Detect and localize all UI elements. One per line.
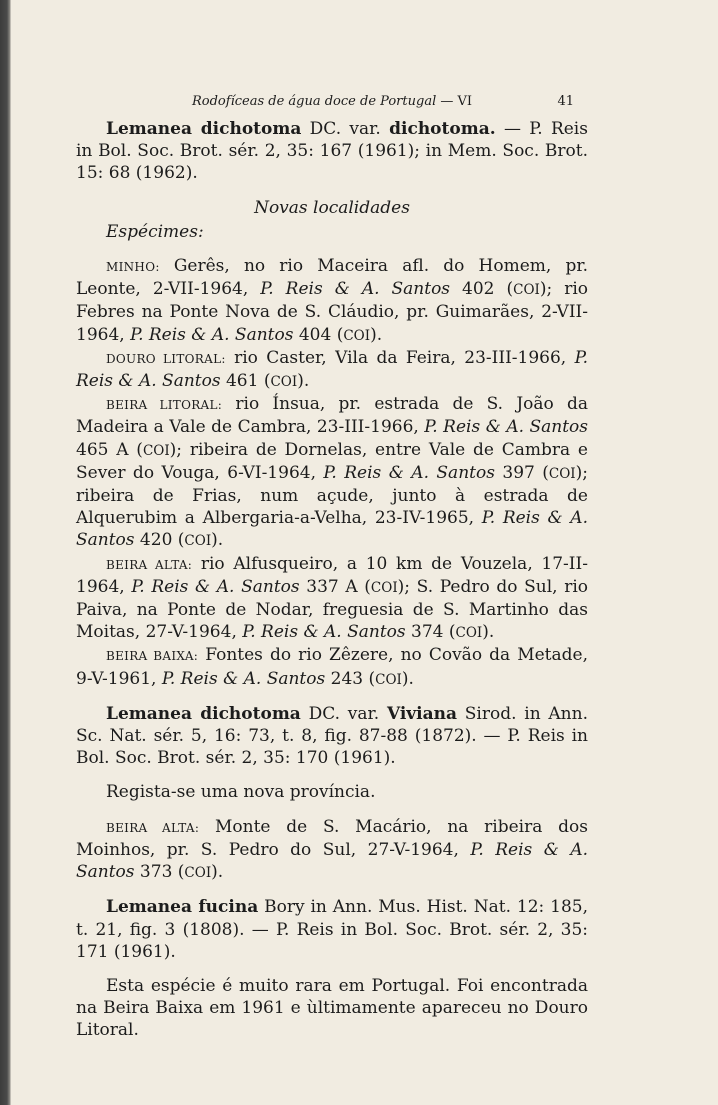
note-especie-rara: Esta espécie é muito rara em Portugal. Foi encontrada na Beira Baixa em 1961 e ùltimamente apareceu no Douro Litoral. [76,975,588,1041]
running-head-title: Rodofíceas de água doce de Portugal — VI [192,94,473,109]
locality-beira-alta-viviana: BEIRA ALTA: Monte de S. Macário, na ribeira dos Moinhos, pr. S. Pedro do Sul, 27-V-1964, P. Reis & A. Santos 373 (COI). [76,816,588,883]
species-entry-lemanea-fucina: Lemanea fucina Bory in Ann. Mus. Hist. Nat. 12: 185, t. 21, fig. 3 (1808). — P. Reis in Bol. Soc. Brot. sér. 2, 35: 171 (1961). [76,897,588,962]
locality-minho: MINHO: Gerês, no rio Maceira afl. do Homem, pr. Leonte, 2-VII-1964, P. Reis & A. Santos 402 (COI); rio Febres na Ponte Nova de S. Cláudio, pr. Guimarães, 2-VII-1964, P. Reis & A. Santos 404 (COI). [76,256,588,345]
page-body [76,88,588,1042]
locality-beira-alta: BEIRA ALTA: rio Alfusqueiro, a 10 km de Vouzela, 17-II-1964, P. Reis & A. Santos 337 A (COI); S. Pedro do Sul, rio Paiva, na Ponte de Nodar, freguesia de S. Martinho das Moitas, 27-V-1964, P. Reis & A. Santos 374 (COI). [76,553,588,643]
specimens-label: Espécimes: [106,221,204,242]
section-heading-novas-localidades: Novas localidades [254,197,410,218]
note-nova-provincia: Regista-se uma nova província. [106,782,376,803]
locality-beira-litoral: BEIRA LITORAL: rio Ínsua, pr. estrada de S. João da Madeira a Vale de Cambra, 23-III-1966, P. Reis & A. Santos 465 A (COI); ribeira de Dornelas, entre Vale de Cambra e Sever do Vouga, 6-VI-1964, P. Reis & A. Santos 397 (COI); ribeira de Frias, num açude, junto à estrada de Alquerubim a Albergaria-a-Velha, 23-IV-1965, P. Reis & A. Santos 420 (COI). [76,394,589,551]
species-entry-lemanea-dichotoma-dichotoma: Lemanea dichotoma DC. var. dichotoma. — P. Reis in Bol. Soc. Brot. sér. 2, 35: 167 (1961); in Mem. Soc. Brot. 15: 68 (1962). [76,119,588,184]
page-number: 41 [557,94,574,109]
locality-beira-baixa: BEIRA BAIXA: Fontes do rio Zêzere, no Covão da Metade, 9-V-1961, P. Reis & A. Santos 243 (COI). [76,645,588,689]
page-spine-shadow [0,0,11,1105]
species-entry-lemanea-dichotoma-viviana: Lemanea dichotoma DC. var. Viviana Sirod. in Ann. Sc. Nat. sér. 5, 16: 73, t. 8, fig. 87-88 (1872). — P. Reis in Bol. Soc. Brot. sér. 2, 35: 170 (1961). [76,703,588,769]
running-head [76,88,588,118]
locality-douro-litoral: DOURO LITORAL: rio Caster, Vila da Feira, 23-III-1966, P. Reis & A. Santos 461 (COI). [76,347,589,392]
